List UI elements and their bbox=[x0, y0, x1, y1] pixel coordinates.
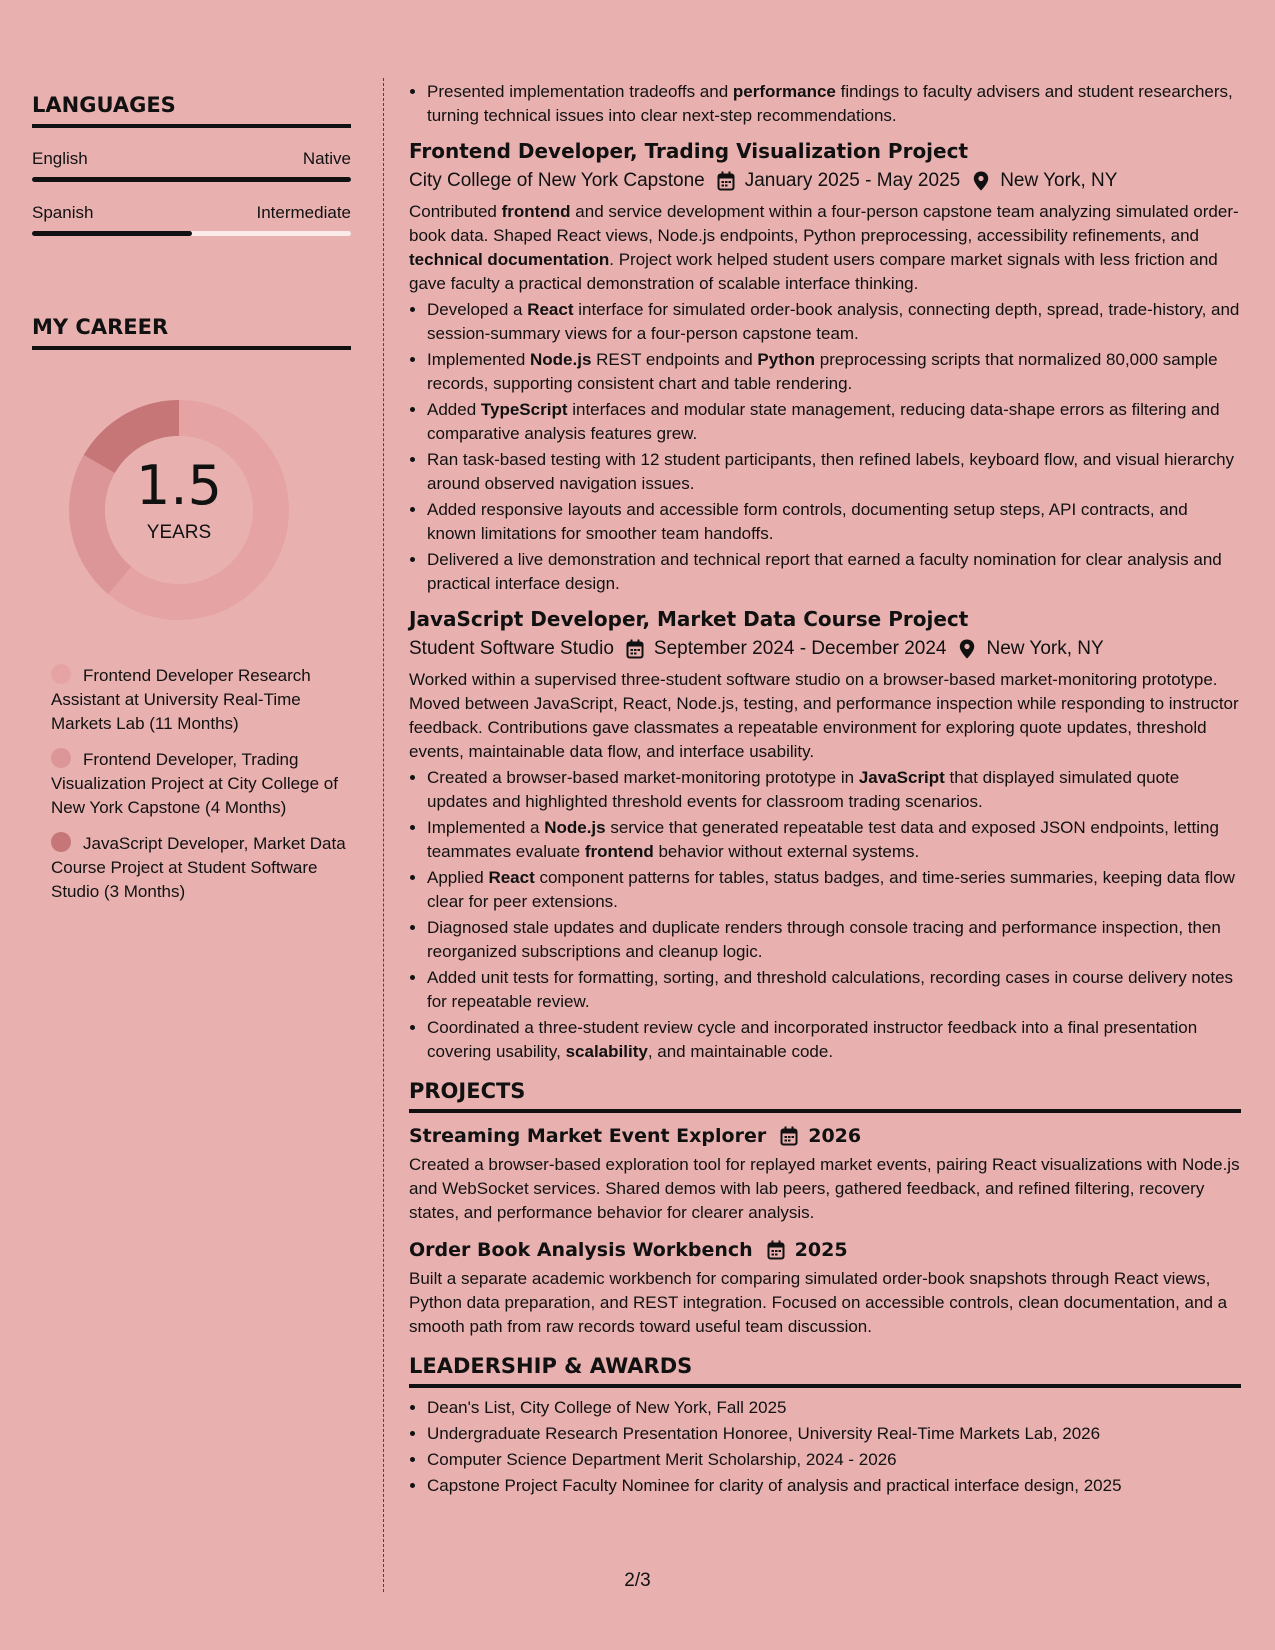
job-bullets bbox=[409, 298, 1241, 596]
job-meta bbox=[409, 636, 1241, 662]
left-column bbox=[32, 92, 351, 916]
project-year: 2026 bbox=[808, 1125, 862, 1147]
language-item bbox=[32, 148, 351, 182]
job-entry bbox=[409, 606, 1241, 1064]
bullet-item: • Delivered a live demonstration and technical report that earned a faculty nomination for clear analysis and practical interface design. bbox=[427, 548, 1241, 596]
legend-label: JavaScript Developer, Market Data Course Project at Student Software Studio (3 Months) bbox=[51, 834, 346, 901]
calendar-icon bbox=[717, 171, 735, 191]
bullet-item: • Added TypeScript interfaces and modular state management, reducing data-shape errors as filtering and comparative analysis features grew. bbox=[427, 398, 1241, 446]
language-name: English bbox=[32, 149, 88, 168]
project-title: Streaming Market Event Explorer bbox=[409, 1125, 767, 1147]
awards-heading: LEADERSHIP & AWARDS bbox=[409, 1353, 1241, 1388]
language-proficiency-bar bbox=[32, 177, 351, 182]
bullet-item: • Created a browser-based market-monitoring prototype in JavaScript that displayed simulated quote updates and highlighted threshold events for classroom trading scenarios. bbox=[427, 766, 1241, 814]
calendar-icon bbox=[767, 1240, 785, 1260]
right-column bbox=[409, 80, 1241, 1500]
job-title: JavaScript Developer, Market Data Course Project bbox=[409, 607, 969, 631]
career-total-unit: YEARS bbox=[146, 522, 212, 543]
map-pin-icon bbox=[972, 171, 990, 191]
legend-item bbox=[51, 748, 351, 820]
legend-label: Frontend Developer, Trading Visualization Project at City College of New York Capstone (4 Months) bbox=[51, 750, 338, 817]
bullet-item: • Ran task-based testing with 12 student participants, then refined labels, keyboard flow, and visual hierarchy around observed navigation issues. bbox=[427, 448, 1241, 496]
languages-heading: LANGUAGES bbox=[32, 92, 351, 128]
job-entry bbox=[409, 138, 1241, 596]
job-dates: September 2024 - December 2024 bbox=[653, 638, 947, 659]
language-item bbox=[32, 202, 351, 236]
legend-swatch bbox=[51, 832, 71, 852]
legend-label: Frontend Developer Research Assistant at University Real-Time Markets Lab (11 Months) bbox=[51, 666, 311, 733]
awards-list bbox=[409, 1396, 1241, 1498]
language-name: Spanish bbox=[32, 203, 94, 222]
language-list bbox=[32, 148, 351, 236]
job-summary: Contributed frontend and service development within a four-person capstone team analyzing simulated order-book data. Shaped React views, Node.js endpoints, Python preprocessing, accessibility refinements, and technical documentation. Project work helped student users compare market signals with less friction and gave faculty a practical demonstration of scalable interface thinking. bbox=[409, 202, 1239, 293]
calendar-icon bbox=[780, 1126, 798, 1146]
job-dates: January 2025 - May 2025 bbox=[744, 170, 961, 191]
calendar-icon bbox=[626, 639, 644, 659]
career-heading: MY CAREER bbox=[32, 314, 351, 350]
bullet-item: • Implemented Node.js REST endpoints and Python preprocessing scripts that normalized 80,000 sample records, supporting consistent chart and table rendering. bbox=[427, 348, 1241, 396]
job-meta bbox=[409, 168, 1241, 194]
project-title-row bbox=[409, 1123, 1241, 1149]
bullet-item: • Implemented a Node.js service that generated repeatable test data and exposed JSON endpoints, letting teammates evaluate frontend behavior without external systems. bbox=[427, 816, 1241, 864]
bullet-item: • Applied React component patterns for tables, status badges, and time-series summaries, keeping data flow clear for peer extensions. bbox=[427, 866, 1241, 914]
bullet-item: • Developed a React interface for simulated order-book analysis, connecting depth, spread, trade-history, and session-summary views for a four-person capstone team. bbox=[427, 298, 1241, 346]
project-entry bbox=[409, 1237, 1241, 1339]
carryover-bullets bbox=[409, 80, 1241, 128]
column-divider bbox=[383, 78, 384, 1592]
language-proficiency-fill bbox=[32, 231, 192, 236]
project-entry bbox=[409, 1123, 1241, 1225]
bullet-item: • Added responsive layouts and accessible form controls, documenting setup steps, API contracts, and known limitations for smoother team handoffs. bbox=[427, 498, 1241, 546]
award-item: • Computer Science Department Merit Scholarship, 2024 - 2026 bbox=[427, 1448, 1241, 1472]
legend-item bbox=[51, 664, 351, 736]
map-pin-icon bbox=[958, 639, 976, 659]
projects-heading: PROJECTS bbox=[409, 1078, 1241, 1113]
legend-swatch bbox=[51, 664, 71, 684]
job-bullets bbox=[409, 766, 1241, 1064]
career-total-years: 1.5 bbox=[136, 454, 222, 517]
project-year: 2025 bbox=[794, 1239, 848, 1261]
job-org: Student Software Studio bbox=[409, 638, 614, 659]
language-proficiency-fill bbox=[32, 177, 351, 182]
legend-item bbox=[51, 832, 351, 904]
job-org: City College of New York Capstone bbox=[409, 170, 705, 191]
legend-swatch bbox=[51, 748, 71, 768]
bullet-item: • Added unit tests for formatting, sorting, and threshold calculations, recording cases in course delivery notes for repeatable review. bbox=[427, 966, 1241, 1014]
project-title: Order Book Analysis Workbench bbox=[409, 1239, 753, 1261]
job-location: New York, NY bbox=[986, 638, 1104, 659]
page-number: 2/3 bbox=[624, 1570, 651, 1591]
job-summary: Worked within a supervised three-student software studio on a browser-based market-monitoring prototype. Moved between JavaScript, React, Node.js, testing, and performance inspection while responding to instructor feedback. Contributions gave classmates a repeatable environment for exploring quote updates, threshold events, maintainable data flow, and interface usability. bbox=[409, 670, 1239, 761]
award-item: • Dean's List, City College of New York, Fall 2025 bbox=[427, 1396, 1241, 1420]
language-proficiency-bar bbox=[32, 231, 351, 236]
language-level: Intermediate bbox=[256, 203, 351, 222]
language-level: Native bbox=[302, 149, 351, 168]
award-item: • Undergraduate Research Presentation Honoree, University Real-Time Markets Lab, 2026 bbox=[427, 1422, 1241, 1446]
job-title: Frontend Developer, Trading Visualization Project bbox=[409, 139, 969, 163]
project-description: Built a separate academic workbench for comparing simulated order-book snapshots through React views, Python data preparation, and REST integration. Focused on accessible controls, clean documentation, and a smooth path from raw records toward useful team discussion. bbox=[409, 1269, 1228, 1336]
bullet-item: • Presented implementation tradeoffs and performance findings to faculty advisers and student researchers, turning technical issues into clear next-step recommendations. bbox=[427, 80, 1241, 128]
project-description: Created a browser-based exploration tool for replayed market events, pairing React visualizations with Node.js and WebSocket services. Shared demos with lab peers, gathered feedback, and refined filtering, recovery states, and performance behavior for clearer analysis. bbox=[409, 1155, 1240, 1222]
job-location: New York, NY bbox=[1000, 170, 1118, 191]
award-item: • Capstone Project Faculty Nominee for clarity of analysis and practical interface design, 2025 bbox=[427, 1474, 1241, 1498]
career-donut-chart bbox=[59, 390, 299, 630]
bullet-item: • Coordinated a three-student review cycle and incorporated instructor feedback into a final presentation covering usability, scalability, and maintainable code. bbox=[427, 1016, 1241, 1064]
project-title-row bbox=[409, 1237, 1241, 1263]
bullet-item: • Diagnosed stale updates and duplicate renders through console tracing and performance inspection, then reorganized subscriptions and cleanup logic. bbox=[427, 916, 1241, 964]
career-legend bbox=[51, 664, 351, 904]
